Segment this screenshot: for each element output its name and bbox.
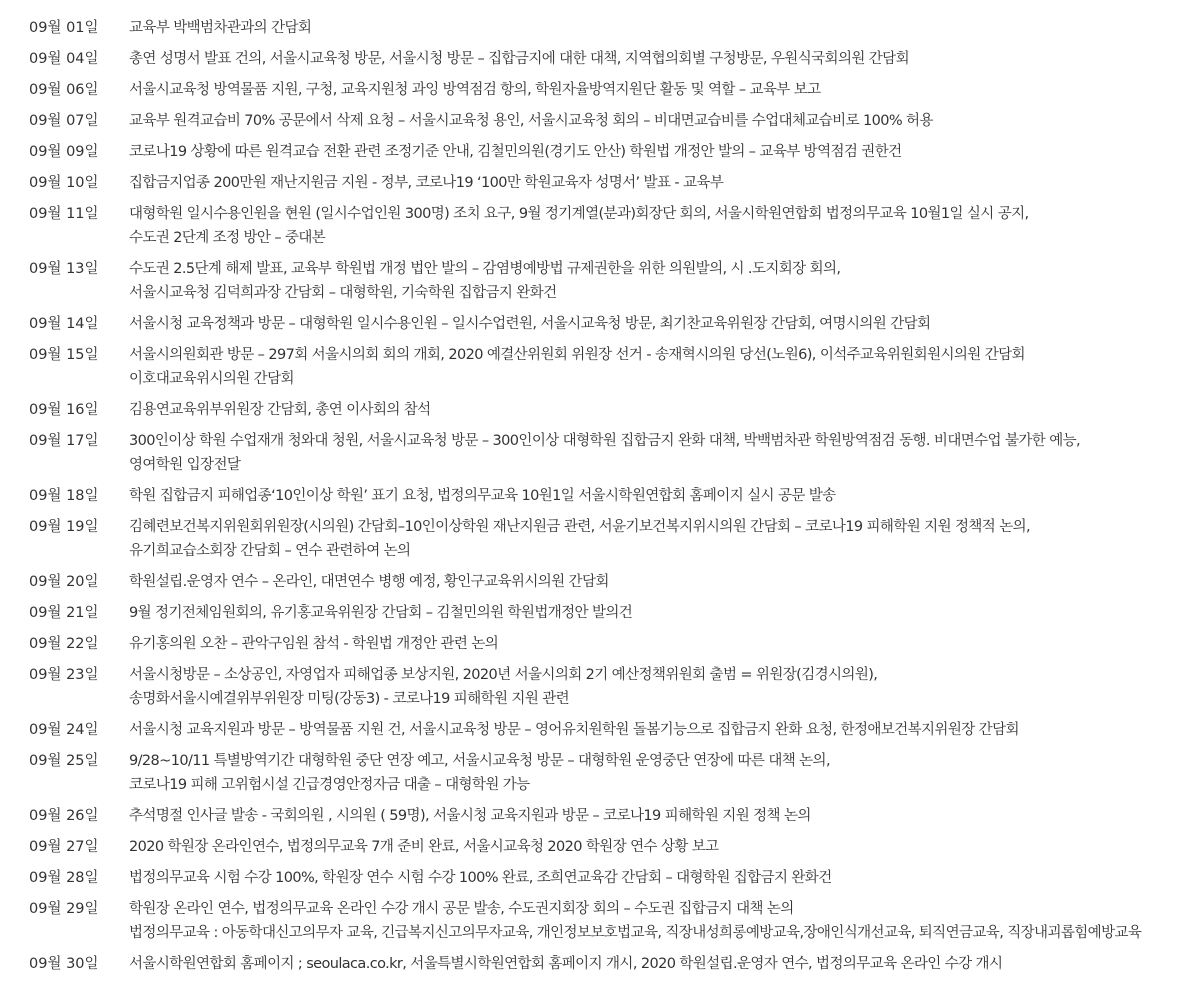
schedule-content [129, 343, 1180, 391]
schedule-content-line: 수도권 2단계 조정 방안 – 중대본 [129, 230, 326, 246]
schedule-content-line: 서울시교육청 방역물품 지원, 구청, 교육지원청 과잉 방역점검 항의, 학원자율방역지원단 활동 및 역할 – 교육부 보고 [129, 82, 821, 98]
schedule-row [0, 47, 1180, 71]
schedule-row [0, 866, 1180, 890]
schedule-row [0, 343, 1180, 391]
schedule-content-line: 코로나19 상황에 따른 원격교습 전환 관련 조정기준 안내, 김철민의원(경기도 안산) 학원법 개정안 발의 – 교육부 방역점검 권한건 [129, 144, 902, 160]
schedule-content [129, 398, 1180, 422]
schedule-content-line: 9/28~10/11 특별방역기간 대형학원 중단 연장 예고, 서울시교육청 방문 – 대형학원 운영중단 연장에 따른 대책 논의, [129, 753, 830, 769]
schedule-content-line: 집합금지업종 200만원 재난지원금 지원 - 정부, 코로나19 ‘100만 학원교육자 성명서’ 발표 - 교육부 [129, 175, 724, 191]
schedule-content [129, 632, 1180, 656]
schedule-content-line: 수도권 2.5단계 해제 발표, 교육부 학원법 개정 법안 발의 – 감염병예방법 규제권한을 위한 의원발의, 시 .도지회장 회의, [129, 261, 841, 277]
schedule-row [0, 804, 1180, 828]
schedule-content-line: 총연 성명서 발표 건의, 서울시교육청 방문, 서울시청 방문 – 집합금지에 대한 대책, 지역협의회별 구청방문, 우원식국회의원 간담회 [129, 51, 909, 67]
schedule-content [129, 429, 1180, 477]
schedule-content-line: 300인이상 학원 수업재개 청와대 청원, 서울시교육청 방문 – 300인이상 대형학원 집합금지 완화 대책, 박백범차관 학원방역점검 동행. 비대면수업 불가한 예능, [129, 433, 1081, 449]
schedule-date: 09월 23일 [29, 667, 99, 683]
schedule-content [129, 515, 1180, 563]
schedule-row [0, 632, 1180, 656]
schedule-content [129, 257, 1180, 305]
schedule-content-line: 서울시청 교육정책과 방문 – 대형학원 일시수용인원 – 일시수업련원, 서울시교육청 방문, 최기찬교육위원장 간담회, 여명시의원 간담회 [129, 316, 931, 332]
schedule-content [129, 866, 1180, 890]
schedule-content-line: 김혜련보건복지위원회위원장(시의원) 간담회–10인이상학원 재난지원금 관련, 서윤기보건복지위시의원 간담회 – 코로나19 피해학원 지원 정책적 논의, [129, 519, 1031, 535]
schedule-row [0, 109, 1180, 133]
schedule-content-line: 법정의무교육 시험 수강 100%, 학원장 연수 시험 수강 100% 완료, 조희연교육감 간담회 – 대형학원 집합금지 완화건 [129, 870, 832, 886]
schedule-row [0, 952, 1180, 976]
schedule-row [0, 171, 1180, 195]
schedule-row [0, 78, 1180, 102]
schedule-row [0, 202, 1180, 250]
schedule-content [129, 140, 1180, 164]
schedule-content [129, 749, 1180, 797]
schedule-content-line: 서울시학원연합회 홈페이지 ; seoulaca.co.kr, 서울특별시학원연합회 홈페이지 개시, 2020 학원설립.운영자 연수, 법정의무교육 온라인 수강 개시 [129, 956, 1003, 972]
schedule-date: 09월 14일 [29, 316, 99, 332]
schedule-content [129, 16, 1180, 40]
schedule-content-line: 학원장 온라인 연수, 법정의무교육 온라인 수강 개시 공문 발송, 수도권지회장 회의 – 수도권 집합금지 대책 논의 [129, 901, 794, 917]
schedule-date: 09월 15일 [29, 347, 99, 363]
schedule-row [0, 570, 1180, 594]
schedule-row [0, 897, 1180, 945]
schedule-row [0, 484, 1180, 508]
schedule-content [129, 47, 1180, 71]
schedule-row [0, 663, 1180, 711]
schedule-date: 09월 13일 [29, 261, 99, 277]
schedule-content [129, 78, 1180, 102]
schedule-date: 09월 06일 [29, 82, 99, 98]
schedule-date: 09월 27일 [29, 839, 99, 855]
schedule-content-line: 교육부 박백범차관과의 간담회 [129, 20, 312, 36]
schedule-content [129, 109, 1180, 133]
schedule-row [0, 749, 1180, 797]
schedule-date: 09월 22일 [29, 636, 99, 652]
schedule-content [129, 312, 1180, 336]
schedule-row [0, 16, 1180, 40]
schedule-content-line: 서울시교육청 김덕희과장 간담회 – 대형학원, 기숙학원 집합금지 완화건 [129, 285, 557, 301]
schedule-row [0, 835, 1180, 859]
schedule-content-line: 영여학원 입장전달 [129, 457, 241, 473]
schedule-date: 09월 24일 [29, 722, 99, 738]
schedule-content-line: 서울시청 교육지원과 방문 – 방역물품 지원 건, 서울시교육청 방문 – 영어유치원학원 돌봄기능으로 집합금지 완화 요청, 한정애보건복지위원장 간담회 [129, 722, 1019, 738]
schedule-date: 09월 25일 [29, 753, 99, 769]
schedule-content-line: 서울시청방문 – 소상공인, 자영업자 피해업종 보상지원, 2020년 서울시의회 2기 예산정책위원회 출범 = 위원장(김경시의원), [129, 667, 878, 683]
schedule-date: 09월 21일 [29, 605, 99, 621]
schedule-content-line: 법정의무교육 : 아동학대신고의무자 교육, 긴급복지신고의무자교육, 개인정보보호법교육, 직장내성희롱예방교육,장애인식개선교육, 퇴직연금교육, 직장내괴롭힘예방교육 [129, 925, 1142, 941]
schedule-content [129, 804, 1180, 828]
schedule-date: 09월 09일 [29, 144, 99, 160]
schedule-content-line: 코로나19 피해 고위험시설 긴급경영안정자금 대출 – 대형학원 가능 [129, 777, 530, 793]
schedule-content-line: 2020 학원장 온라인연수, 법정의무교육 7개 준비 완료, 서울시교육청 2020 학원장 연수 상황 보고 [129, 839, 719, 855]
schedule-content-line: 송명화서울시예결위부위원장 미팅(강동3) - 코로나19 피해학원 지원 관련 [129, 691, 570, 707]
schedule-content [129, 952, 1180, 976]
schedule-row [0, 398, 1180, 422]
schedule-content [129, 570, 1180, 594]
schedule-content [129, 601, 1180, 625]
schedule-content-line: 유기희교습소회장 간담회 – 연수 관련하여 논의 [129, 543, 411, 559]
schedule-content [129, 663, 1180, 711]
schedule-date: 09월 30일 [29, 956, 99, 972]
schedule-date: 09월 19일 [29, 519, 99, 535]
schedule-content-line: 학원 집합금지 피해업종‘10인이상 학원’ 표기 요청, 법정의무교육 10원1일 서울시학원연합회 홈페이지 실시 공문 발송 [129, 488, 836, 504]
schedule-content-line: 추석명절 인사글 발송 - 국회의원 , 시의원 ( 59명), 서울시청 교육지원과 방문 – 코로나19 피해학원 지원 정책 논의 [129, 808, 811, 824]
schedule-content-line: 이호대교육위시의원 간담회 [129, 371, 294, 387]
schedule-content [129, 718, 1180, 742]
schedule-row [0, 515, 1180, 563]
schedule-row [0, 429, 1180, 477]
schedule-row [0, 140, 1180, 164]
schedule-row [0, 312, 1180, 336]
schedule-content-line: 학원설립.운영자 연수 – 온라인, 대면연수 병행 예정, 황인구교육위시의원 간담회 [129, 574, 609, 590]
schedule-date: 09월 29일 [29, 901, 99, 917]
schedule-content [129, 484, 1180, 508]
schedule-date: 09월 01일 [29, 20, 99, 36]
schedule-date: 09월 11일 [29, 206, 99, 222]
schedule-date: 09월 20일 [29, 574, 99, 590]
schedule-date: 09월 07일 [29, 113, 99, 129]
schedule-date: 09월 10일 [29, 175, 99, 191]
schedule-content [129, 835, 1180, 859]
schedule-date: 09월 04일 [29, 51, 99, 67]
schedule-date: 09월 28일 [29, 870, 99, 886]
schedule-date: 09월 16일 [29, 402, 99, 418]
schedule-content [129, 897, 1180, 945]
schedule-content-line: 대형학원 일시수용인원을 현원 (일시수업인원 300명) 조치 요구, 9월 정기계열(분과)회장단 회의, 서울시학원연합회 법정의무교육 10월1일 실시 공지, [129, 206, 1029, 222]
schedule-row [0, 257, 1180, 305]
schedule-content-line: 김용연교육위부위원장 간담회, 총연 이사회의 참석 [129, 402, 431, 418]
schedule-date: 09월 26일 [29, 808, 99, 824]
schedule-content-line: 9월 정기전체임원회의, 유기홍교육위원장 간담회 – 김철민의원 학원법개정안 발의건 [129, 605, 633, 621]
schedule-content-line: 서울시의원회관 방문 – 297회 서울시의회 회의 개회, 2020 예결산위원회 위원장 선거 - 송재혁시의원 당선(노원6), 이석주교육위원회원시의원 간담회 [129, 347, 1025, 363]
schedule-row [0, 601, 1180, 625]
schedule-date: 09월 17일 [29, 433, 99, 449]
schedule-row [0, 718, 1180, 742]
schedule-content [129, 171, 1180, 195]
schedule-content-line: 교육부 원격교습비 70% 공문에서 삭제 요청 – 서울시교육청 용인, 서울시교육청 회의 – 비대면교습비를 수업대체교습비로 100% 허용 [129, 113, 933, 129]
schedule-content-line: 유기홍의원 오찬 – 관악구임원 참석 - 학원법 개정안 관련 논의 [129, 636, 499, 652]
schedule-content [129, 202, 1180, 250]
schedule-date: 09월 18일 [29, 488, 99, 504]
